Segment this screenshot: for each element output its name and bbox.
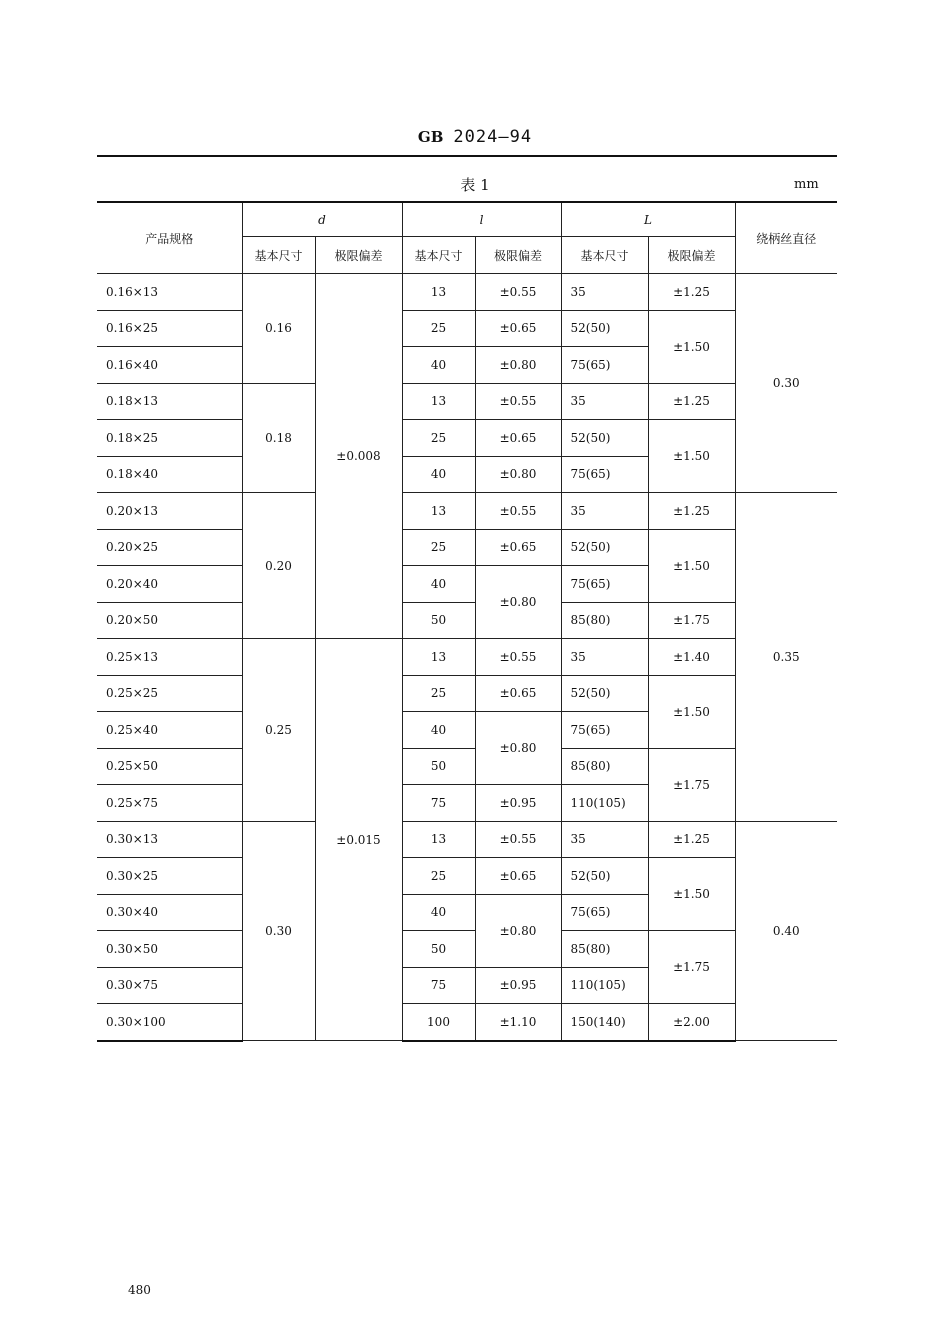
cell-l: 25 — [402, 858, 475, 895]
cell-L: 52(50) — [561, 420, 648, 457]
table-row — [97, 310, 837, 347]
cell-spec: 0.20×50 — [97, 602, 242, 639]
cell-l-tol: ±0.65 — [475, 529, 561, 566]
header-l: l — [402, 202, 561, 237]
table-row — [97, 931, 837, 968]
cell-l-tol: ±0.55 — [475, 639, 561, 676]
cell-spec: 0.30×40 — [97, 894, 242, 931]
cell-l-tol: ±0.95 — [475, 785, 561, 822]
cell-L-tol: ±1.25 — [648, 274, 735, 311]
cell-l: 25 — [402, 529, 475, 566]
cell-l-tol: ±0.80 — [475, 566, 561, 639]
cell-L: 35 — [561, 274, 648, 311]
cell-wire: 0.40 — [735, 821, 837, 1041]
cell-l-tol: ±0.80 — [475, 456, 561, 493]
cell-spec: 0.16×13 — [97, 274, 242, 311]
cell-L-tol: ±1.50 — [648, 420, 735, 493]
cell-d-tol: ±0.015 — [315, 639, 402, 1041]
cell-l-tol: ±0.55 — [475, 821, 561, 858]
cell-d: 0.18 — [242, 383, 315, 493]
cell-l-tol: ±0.80 — [475, 347, 561, 384]
cell-l-tol: ±0.65 — [475, 858, 561, 895]
cell-l: 100 — [402, 1004, 475, 1041]
table-row — [97, 383, 837, 420]
table-row — [97, 1004, 837, 1041]
cell-l: 25 — [402, 675, 475, 712]
cell-l-tol: ±0.55 — [475, 493, 561, 530]
cell-L-tol: ±1.75 — [648, 931, 735, 1004]
header-L-limit: 极限偏差 — [648, 237, 735, 274]
spec-table — [97, 201, 837, 1042]
cell-l-tol: ±0.80 — [475, 894, 561, 967]
cell-l: 13 — [402, 493, 475, 530]
cell-wire: 0.30 — [735, 274, 837, 493]
table-row — [97, 858, 837, 895]
cell-spec: 0.30×75 — [97, 967, 242, 1004]
cell-L: 75(65) — [561, 712, 648, 749]
cell-l-tol: ±0.80 — [475, 712, 561, 785]
table-row — [97, 420, 837, 457]
cell-L-tol: ±1.50 — [648, 858, 735, 931]
cell-wire: 0.35 — [735, 493, 837, 822]
header-d: d — [242, 202, 402, 237]
table-row — [97, 493, 837, 530]
table-title: 表 1 — [460, 176, 490, 194]
cell-l: 40 — [402, 894, 475, 931]
table-row — [97, 639, 837, 676]
cell-l-tol: ±0.65 — [475, 675, 561, 712]
cell-L: 110(105) — [561, 967, 648, 1004]
standard-code — [0, 127, 950, 147]
cell-L: 52(50) — [561, 858, 648, 895]
cell-l: 50 — [402, 931, 475, 968]
cell-L-tol: ±1.40 — [648, 639, 735, 676]
cell-L-tol: ±1.50 — [648, 675, 735, 748]
cell-l: 40 — [402, 456, 475, 493]
header-spec: 产品规格 — [97, 202, 242, 274]
table-row — [97, 274, 837, 311]
cell-spec: 0.25×50 — [97, 748, 242, 785]
header-L-basic: 基本尺寸 — [561, 237, 648, 274]
cell-spec: 0.30×100 — [97, 1004, 242, 1041]
cell-L: 85(80) — [561, 602, 648, 639]
header-rule — [97, 155, 837, 157]
cell-d: 0.25 — [242, 639, 315, 822]
cell-L-tol: ±1.25 — [648, 493, 735, 530]
header-l-limit: 极限偏差 — [475, 237, 561, 274]
cell-L-tol: ±1.50 — [648, 529, 735, 602]
cell-d: 0.20 — [242, 493, 315, 639]
cell-d: 0.16 — [242, 274, 315, 384]
cell-l-tol: ±0.95 — [475, 967, 561, 1004]
cell-l: 50 — [402, 602, 475, 639]
cell-L: 52(50) — [561, 529, 648, 566]
cell-spec: 0.18×13 — [97, 383, 242, 420]
cell-spec: 0.25×40 — [97, 712, 242, 749]
cell-spec: 0.25×75 — [97, 785, 242, 822]
cell-L: 75(65) — [561, 456, 648, 493]
table-row — [97, 529, 837, 566]
cell-l-tol: ±0.65 — [475, 310, 561, 347]
cell-L: 35 — [561, 821, 648, 858]
cell-L-tol: ±1.75 — [648, 748, 735, 821]
cell-L: 35 — [561, 639, 648, 676]
standard-prefix: GB — [417, 128, 444, 146]
cell-L: 35 — [561, 383, 648, 420]
cell-L-tol: ±1.25 — [648, 383, 735, 420]
cell-spec: 0.16×40 — [97, 347, 242, 384]
cell-l: 40 — [402, 566, 475, 603]
cell-L-tol: ±1.50 — [648, 310, 735, 383]
cell-l-tol: ±0.55 — [475, 274, 561, 311]
cell-l: 75 — [402, 785, 475, 822]
cell-L: 85(80) — [561, 931, 648, 968]
table-row — [97, 748, 837, 785]
cell-l: 13 — [402, 821, 475, 858]
cell-spec: 0.25×13 — [97, 639, 242, 676]
cell-l: 40 — [402, 712, 475, 749]
cell-l: 13 — [402, 639, 475, 676]
cell-L-tol: ±2.00 — [648, 1004, 735, 1041]
cell-spec: 0.25×25 — [97, 675, 242, 712]
cell-l: 13 — [402, 274, 475, 311]
cell-spec: 0.16×25 — [97, 310, 242, 347]
cell-L-tol: ±1.25 — [648, 821, 735, 858]
cell-L: 75(65) — [561, 566, 648, 603]
cell-L: 52(50) — [561, 310, 648, 347]
header-d-basic: 基本尺寸 — [242, 237, 315, 274]
cell-d: 0.30 — [242, 821, 315, 1041]
table-row — [97, 602, 837, 639]
cell-L: 85(80) — [561, 748, 648, 785]
cell-l: 25 — [402, 420, 475, 457]
unit-label: mm — [794, 177, 819, 192]
header-wire: 绕柄丝直径 — [735, 202, 837, 274]
cell-spec: 0.30×13 — [97, 821, 242, 858]
cell-L: 75(65) — [561, 894, 648, 931]
page-number: 480 — [128, 1283, 151, 1297]
cell-spec: 0.20×40 — [97, 566, 242, 603]
header-L: L — [561, 202, 735, 237]
cell-L: 52(50) — [561, 675, 648, 712]
cell-spec: 0.30×25 — [97, 858, 242, 895]
cell-l: 40 — [402, 347, 475, 384]
table-row — [97, 675, 837, 712]
cell-L: 75(65) — [561, 347, 648, 384]
cell-spec: 0.20×13 — [97, 493, 242, 530]
cell-L-tol: ±1.75 — [648, 602, 735, 639]
cell-l-tol: ±1.10 — [475, 1004, 561, 1041]
cell-L: 110(105) — [561, 785, 648, 822]
table-row — [97, 821, 837, 858]
cell-l: 25 — [402, 310, 475, 347]
cell-l: 50 — [402, 748, 475, 785]
cell-spec: 0.18×25 — [97, 420, 242, 457]
cell-l-tol: ±0.65 — [475, 420, 561, 457]
cell-l-tol: ±0.55 — [475, 383, 561, 420]
cell-L: 150(140) — [561, 1004, 648, 1041]
cell-spec: 0.18×40 — [97, 456, 242, 493]
cell-l: 75 — [402, 967, 475, 1004]
cell-spec: 0.20×25 — [97, 529, 242, 566]
cell-spec: 0.30×50 — [97, 931, 242, 968]
cell-L: 35 — [561, 493, 648, 530]
standard-number: 2024—94 — [453, 127, 533, 147]
cell-l: 13 — [402, 383, 475, 420]
header-l-basic: 基本尺寸 — [402, 237, 475, 274]
header-d-limit: 极限偏差 — [315, 237, 402, 274]
cell-d-tol: ±0.008 — [315, 274, 402, 639]
